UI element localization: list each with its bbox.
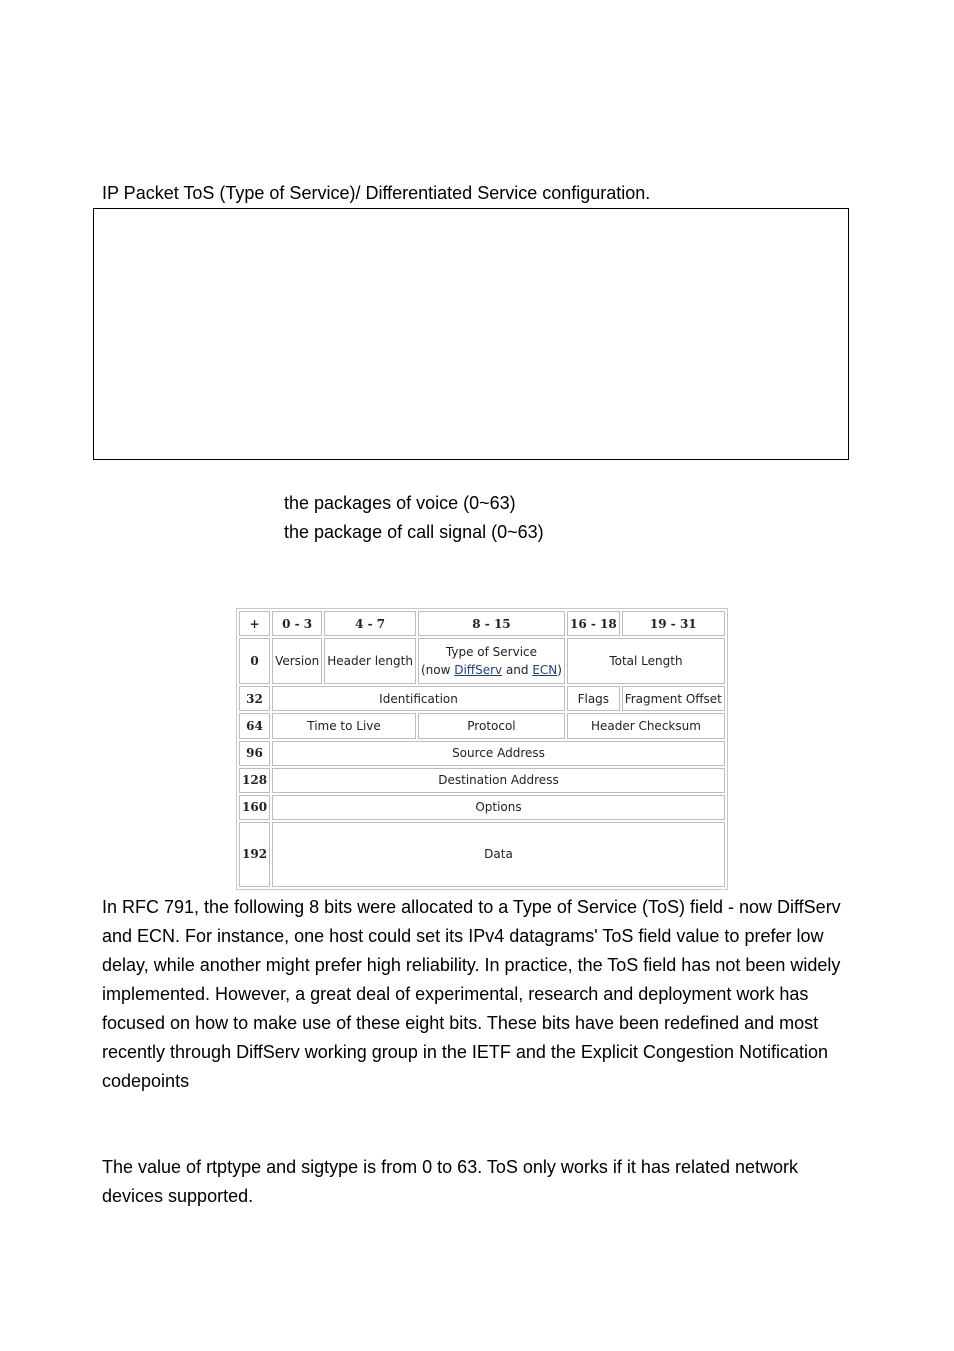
header-length-cell: Header length: [324, 638, 416, 684]
data-cell: Data: [272, 822, 725, 887]
bit-header-cell: 4 - 7: [324, 611, 416, 636]
version-cell: Version: [272, 638, 322, 684]
ip-header-table: [236, 608, 728, 890]
identification-cell: Identification: [272, 686, 565, 711]
tos-prefix: (now: [420, 663, 455, 678]
offset-cell: 32: [239, 686, 270, 711]
bit-header-cell: 16 - 18: [567, 611, 620, 636]
protocol-cell: Protocol: [418, 713, 565, 738]
type-of-service-cell: [418, 638, 565, 684]
offset-cell: 96: [239, 741, 270, 766]
ecn-link[interactable]: ECN: [532, 663, 558, 678]
ttl-cell: Time to Live: [272, 713, 416, 738]
flags-cell: Flags: [567, 686, 620, 711]
table-row: [239, 638, 725, 684]
offset-cell: 160: [239, 795, 270, 820]
table-row: [239, 795, 725, 820]
offset-cell: 64: [239, 713, 270, 738]
voice-tos-description: the packages of voice (0~63): [284, 493, 516, 513]
table-row: [239, 768, 725, 793]
rfc791-paragraph: In RFC 791, the following 8 bits were allocated to a Type of Service (ToS) field - now DiffServ and ECN. For instance, one host could set its IPv4 datagrams' ToS field value to prefer low delay, while another might prefer high reliability. In practice, the ToS field has not been widely implemented. However, a great deal of experimental, research and deployment work has focused on how to make use of these eight bits. These bits have been redefined and most recently through DiffServ working group in the IETF and the Explicit Congestion Notification codepoints: [102, 897, 841, 1091]
signal-tos-description: the package of call signal (0~63): [284, 522, 544, 542]
table-row: [239, 713, 725, 738]
tos-suffix: ): [557, 663, 562, 678]
source-address-cell: Source Address: [272, 741, 725, 766]
total-length-cell: Total Length: [567, 638, 725, 684]
table-row: [239, 611, 725, 636]
tos-label: Type of Service: [445, 645, 538, 660]
destination-address-cell: Destination Address: [272, 768, 725, 793]
intro-heading: IP Packet ToS (Type of Service)/ Differentiated Service configuration.: [102, 183, 651, 203]
table-row: [239, 741, 725, 766]
table-row: [239, 822, 725, 887]
bit-header-cell: 19 - 31: [622, 611, 725, 636]
bit-header-cell: 0 - 3: [272, 611, 322, 636]
options-cell: Options: [272, 795, 725, 820]
config-screenshot-frame: [93, 208, 849, 460]
tos-range-paragraph: The value of rtptype and sigtype is from 0 to 63. ToS only works if it has related network devices supported.: [102, 1157, 799, 1206]
corner-cell: +: [239, 611, 270, 636]
header-checksum-cell: Header Checksum: [567, 713, 725, 738]
offset-cell: 192: [239, 822, 270, 887]
offset-cell: 0: [239, 638, 270, 684]
bit-header-cell: 8 - 15: [418, 611, 565, 636]
offset-cell: 128: [239, 768, 270, 793]
table-row: [239, 686, 725, 711]
diffserv-link[interactable]: DiffServ: [454, 663, 503, 678]
tos-and: and: [502, 663, 533, 678]
fragment-offset-cell: Fragment Offset: [622, 686, 725, 711]
